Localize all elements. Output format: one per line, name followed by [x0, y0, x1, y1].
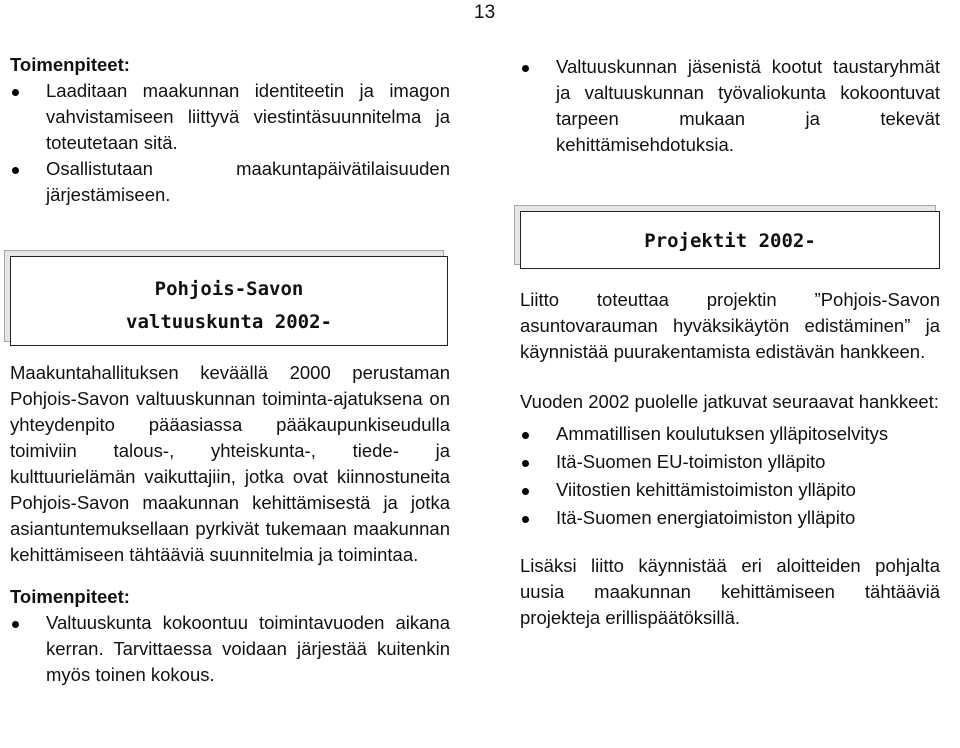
right-column: [520, 46, 940, 631]
list-item-text: Ammatillisen koulutuksen ylläpitoselvitys: [556, 423, 889, 444]
bullet-item: [520, 54, 940, 158]
section-title-line2: valtuuskunta 2002-: [126, 311, 332, 333]
bullet-icon: [522, 488, 529, 495]
bullet-icon: [12, 89, 19, 96]
body-paragraph: Liitto toteuttaa projektin ”Pohjois-Savon asuntovarauman hyväksikäytön edistäminen” ja käynnistää puurakentamista edistävän hankkeen.: [520, 289, 940, 362]
bullet-text: Osallistutaan maakuntapäivätilaisuuden järjestämiseen.: [46, 158, 450, 205]
body-paragraph: Lisäksi liitto käynnistää eri aloitteiden pohjalta uusia maakunnan kehittämiseen tähtääviä projekteja erillispäätöksillä.: [520, 555, 940, 628]
section-title-box: [10, 256, 450, 346]
bullet-icon: [522, 65, 529, 72]
left-column: [10, 46, 450, 688]
list-item: [520, 477, 940, 503]
section-heading-measures: Toimenpiteet:: [10, 54, 130, 75]
bullet-text: Valtuuskunta kokoontuu toimintavuoden aikana kerran. Tarvittaessa voidaan järjestää kuitenkin myös toinen kokous.: [46, 612, 450, 685]
bullet-item: [10, 78, 450, 156]
section-title-line1: Pohjois-Savon: [154, 278, 304, 300]
section-title-box: [520, 211, 940, 271]
bullet-icon: [522, 516, 529, 523]
project-list: [520, 421, 940, 531]
body-paragraph: Maakuntahallituksen keväällä 2000 perustaman Pohjois-Savon valtuuskunnan toiminta-ajatuksena on yhteydenpito pääasiassa pääkaupunkiseudulla toimiviin talous-, yhteiskunta-, tiede- ja kulttuurielämän vaikuttajiin, jotka ovat kiinnostuneita Pohjois-Savon maakunnan kehittämisestä ja jotka asiantuntemuksellaan pyrkivät tukemaan maakunnan kehittämiseen tähtääviä suunnitelmia ja toimintaa.: [10, 362, 450, 565]
body-paragraph: Vuoden 2002 puolelle jatkuvat seuraavat hankkeet:: [520, 391, 939, 412]
section-title: [10, 256, 448, 346]
bullet-item: [10, 156, 450, 208]
bullet-item: [10, 610, 450, 688]
section-heading-measures-2: Toimenpiteet:: [10, 586, 130, 607]
bullet-icon: [522, 432, 529, 439]
list-item: [520, 505, 940, 531]
list-item-text: Itä-Suomen EU-toimiston ylläpito: [556, 451, 826, 472]
list-item-text: Itä-Suomen energiatoimiston ylläpito: [556, 507, 856, 528]
bullet-icon: [12, 167, 19, 174]
bullet-icon: [522, 460, 529, 467]
page-number: 13: [474, 2, 496, 23]
bullet-text: Laaditaan maakunnan identiteetin ja imagon vahvistamiseen liittyvä viestintäsuunnitelma ja toteutetaan sitä.: [46, 80, 450, 153]
bullet-text: Valtuuskunnan jäsenistä kootut taustaryhmät ja valtuuskunnan työvaliokunta kokoontuvat tarpeen mukaan ja tekevät kehittämisehdotuksia.: [556, 56, 940, 155]
section-title: Projektit 2002-: [520, 211, 940, 269]
bullet-icon: [12, 621, 19, 628]
list-item: [520, 421, 940, 447]
list-item: [520, 449, 940, 475]
list-item-text: Viitostien kehittämistoimiston ylläpito: [556, 479, 856, 500]
